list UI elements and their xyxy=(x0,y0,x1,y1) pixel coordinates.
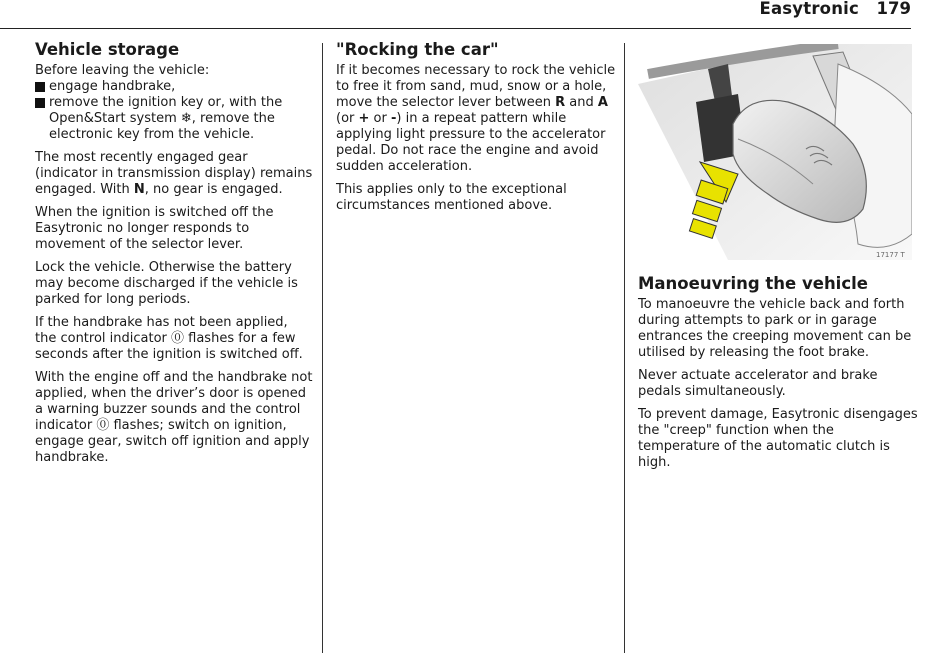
bullet-text: engage handbrake, xyxy=(49,79,176,94)
selector-r-label: R xyxy=(555,95,566,110)
text-run: (or xyxy=(336,111,359,126)
column-divider xyxy=(322,43,323,653)
paragraph: With the engine off and the handbrake not applied, when the driver’s door is opened a warning buzzer sounds and the control indicator ⓪ flashes; switch on ignition, engage gear, switch off ignition and apply handbrake. xyxy=(35,370,313,465)
paragraph: Lock the vehicle. Otherwise the battery may become discharged if the vehicle is parked for long periods. xyxy=(35,260,298,307)
intro-text: Before leaving the vehicle: xyxy=(35,63,210,78)
text-run: If it becomes necessary to rock the vehicle to free it from sand, mud, snow or a hole, move the selector lever between xyxy=(336,63,616,110)
heading-vehicle-storage: Vehicle storage xyxy=(35,40,180,59)
text-run: , no gear is engaged. xyxy=(144,182,283,197)
pedal-illustration xyxy=(638,44,912,260)
selector-minus-label: - xyxy=(391,111,397,126)
column-rocking-the-car xyxy=(336,40,616,221)
text-run: ) in a repeat pattern while applying light pressure to the accelerator pedal. Do not race the engine and avoid sudden acceleration. xyxy=(336,111,606,174)
text-run: and xyxy=(565,95,598,110)
column-vehicle-storage xyxy=(35,40,313,473)
heading-rocking-the-car: "Rocking the car" xyxy=(336,40,499,59)
bullet-text: remove the ignition key or, with the Open&Start system ❄, remove the electronic key from the vehicle. xyxy=(49,95,283,142)
paragraph: To manoeuvre the vehicle back and forth during attempts to park or in garage entrances the creeping movement can be utilised by releasing the foot brake. xyxy=(638,297,912,360)
column-manoeuvring xyxy=(638,274,918,478)
page-header xyxy=(0,0,911,29)
gear-n-label: N xyxy=(133,182,145,197)
bullet-square-icon xyxy=(35,82,45,92)
selector-a-label: A xyxy=(597,95,608,110)
column-divider xyxy=(624,43,625,653)
page-number: 179 xyxy=(876,0,911,18)
paragraph xyxy=(336,63,616,175)
selector-plus-label: + xyxy=(358,111,370,126)
paragraph: This applies only to the exceptional circumstances mentioned above. xyxy=(336,182,567,213)
text-run: or xyxy=(369,111,391,126)
paragraph: If the handbrake has not been applied, the control indicator ⓪ flashes for a few seconds after the ignition is switched off. xyxy=(35,315,303,362)
heading-manoeuvring: Manoeuvring the vehicle xyxy=(638,274,868,293)
paragraph xyxy=(35,150,313,198)
foot-on-pedal-image xyxy=(638,44,912,260)
section-title: Easytronic xyxy=(759,0,859,18)
list-item xyxy=(35,79,313,95)
illustration-code: 17177 T xyxy=(876,251,905,259)
text-run: The most recently engaged gear (indicator in transmission display) remains engaged. With xyxy=(35,150,313,197)
list-item xyxy=(35,95,313,143)
paragraph: When the ignition is switched off the Easytronic no longer responds to movement of the selector lever. xyxy=(35,205,274,252)
paragraph: Never actuate accelerator and brake pedals simultaneously. xyxy=(638,368,878,399)
paragraph: To prevent damage, Easytronic disengages the "creep" function when the temperature of the automatic clutch is high. xyxy=(638,407,918,470)
bullet-square-icon xyxy=(35,98,45,108)
